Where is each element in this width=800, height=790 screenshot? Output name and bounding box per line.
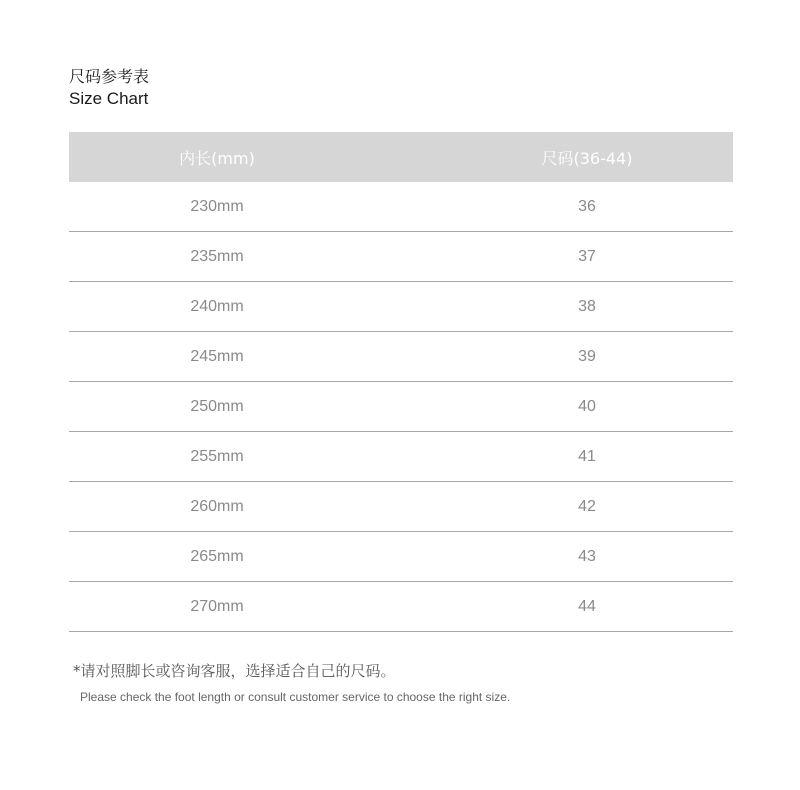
table-row <box>69 182 733 232</box>
cell-size: 41 <box>401 432 733 482</box>
table-row <box>69 432 733 482</box>
table-row <box>69 332 733 382</box>
cell-size: 37 <box>401 232 733 282</box>
cell-inner-length: 265mm <box>69 532 401 582</box>
table-row <box>69 282 733 332</box>
cell-inner-length: 230mm <box>69 182 401 232</box>
title-block <box>69 66 149 110</box>
page-title-en: Size Chart <box>69 89 149 108</box>
cell-size: 44 <box>401 582 733 632</box>
cell-inner-length: 255mm <box>69 432 401 482</box>
header-inner-length: 内长(mm) <box>69 132 401 182</box>
table-row <box>69 582 733 632</box>
table-row <box>69 232 733 282</box>
note-chinese: *请对照脚长或咨询客服，选择适合自己的尺码。 <box>73 662 396 680</box>
cell-size: 43 <box>401 532 733 582</box>
cell-inner-length: 250mm <box>69 382 401 432</box>
cell-size: 40 <box>401 382 733 432</box>
cell-size: 38 <box>401 282 733 332</box>
table-body <box>69 182 733 632</box>
cell-inner-length: 235mm <box>69 232 401 282</box>
cell-inner-length: 270mm <box>69 582 401 632</box>
cell-inner-length: 245mm <box>69 332 401 382</box>
header-size: 尺码(36-44) <box>401 132 733 182</box>
cell-inner-length: 240mm <box>69 282 401 332</box>
page-title-cn: 尺码参考表 <box>69 67 150 86</box>
table-row <box>69 482 733 532</box>
size-chart-table <box>69 132 733 632</box>
note-english: Please check the foot length or consult customer service to choose the right size. <box>80 690 511 704</box>
cell-size: 42 <box>401 482 733 532</box>
table-row <box>69 382 733 432</box>
table-header <box>69 132 733 182</box>
cell-inner-length: 260mm <box>69 482 401 532</box>
cell-size: 36 <box>401 182 733 232</box>
table-row <box>69 532 733 582</box>
header-row <box>69 132 733 182</box>
cell-size: 39 <box>401 332 733 382</box>
